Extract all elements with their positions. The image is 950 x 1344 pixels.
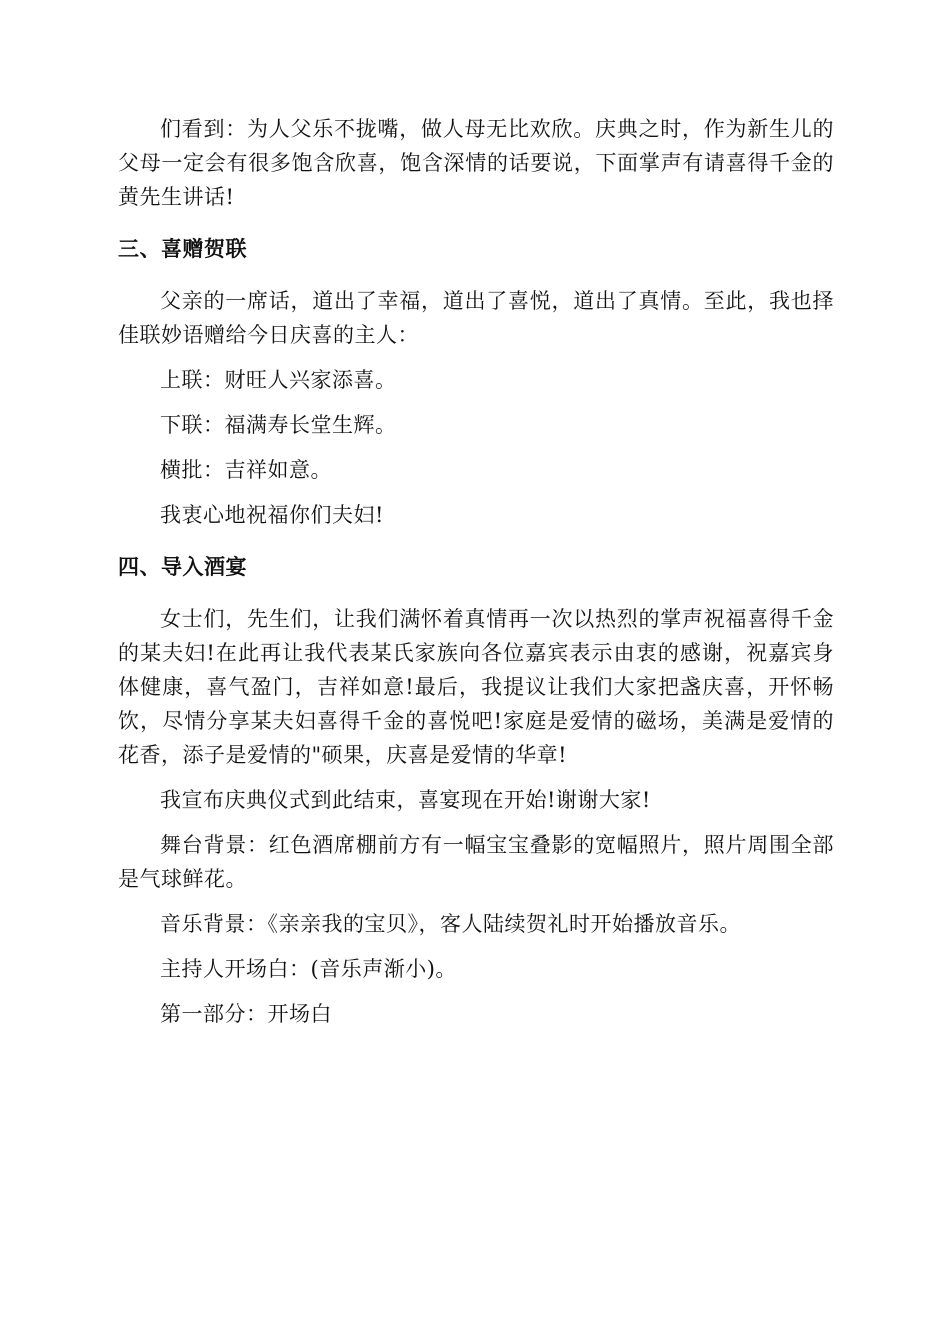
couplet-upper-line: 上联：财旺人兴家添喜。 [160, 368, 397, 392]
couplet-lower-line: 下联：福满寿长堂生辉。 [160, 413, 397, 437]
paragraph-part-one: 第一部分：开场白 [160, 1002, 332, 1026]
paragraph-closing: 我宣布庆典仪式到此结束，喜宴现在开始!谢谢大家! [160, 788, 651, 812]
paragraph-father-speech: 父亲的一席话，道出了幸福，道出了喜悦，道出了真情。至此，我也择佳联妙语赠给今日庆喜的主人： [118, 289, 834, 347]
section-heading-couplet: 三、喜赠贺联 [118, 237, 247, 261]
paragraph-stage-background: 舞台背景：红色酒席棚前方有一幅宝宝叠影的宽幅照片，照片周围全部是气球鲜花。 [118, 833, 834, 891]
document-page [118, 112, 834, 1031]
section-heading-banquet: 四、导入酒宴 [118, 555, 247, 579]
couplet-horizontal-line: 横批：吉祥如意。 [160, 458, 332, 482]
paragraph-blessing: 我衷心地祝福你们夫妇! [160, 503, 384, 527]
paragraph-music-background: 音乐背景：《亲亲我的宝贝》，客人陆续贺礼时开始播放音乐。 [160, 912, 741, 936]
paragraph-host-opening: 主持人开场白：(音乐声渐小)。 [160, 957, 457, 981]
paragraph-toast: 女士们，先生们，让我们满怀着真情再一次以热烈的掌声祝福喜得千金的某夫妇!在此再让我代表某氏家族向各位嘉宾表示由衷的感谢，祝嘉宾身体健康，喜气盈门，吉祥如意!最后，我提议让我们大家把盏庆喜，开怀畅饮，尽情分享某夫妇喜得千金的喜悦吧!家庭是爱情的磁场，美满是爱情的花香，添子是爱情的"硕果，庆喜是爱情的华章! [118, 607, 834, 767]
paragraph-intro-speech: 们看到：为人父乐不拢嘴，做人母无比欢欣。庆典之时，作为新生儿的父母一定会有很多饱含欣喜，饱含深情的话要说，下面掌声有请喜得千金的黄先生讲话! [118, 117, 834, 209]
